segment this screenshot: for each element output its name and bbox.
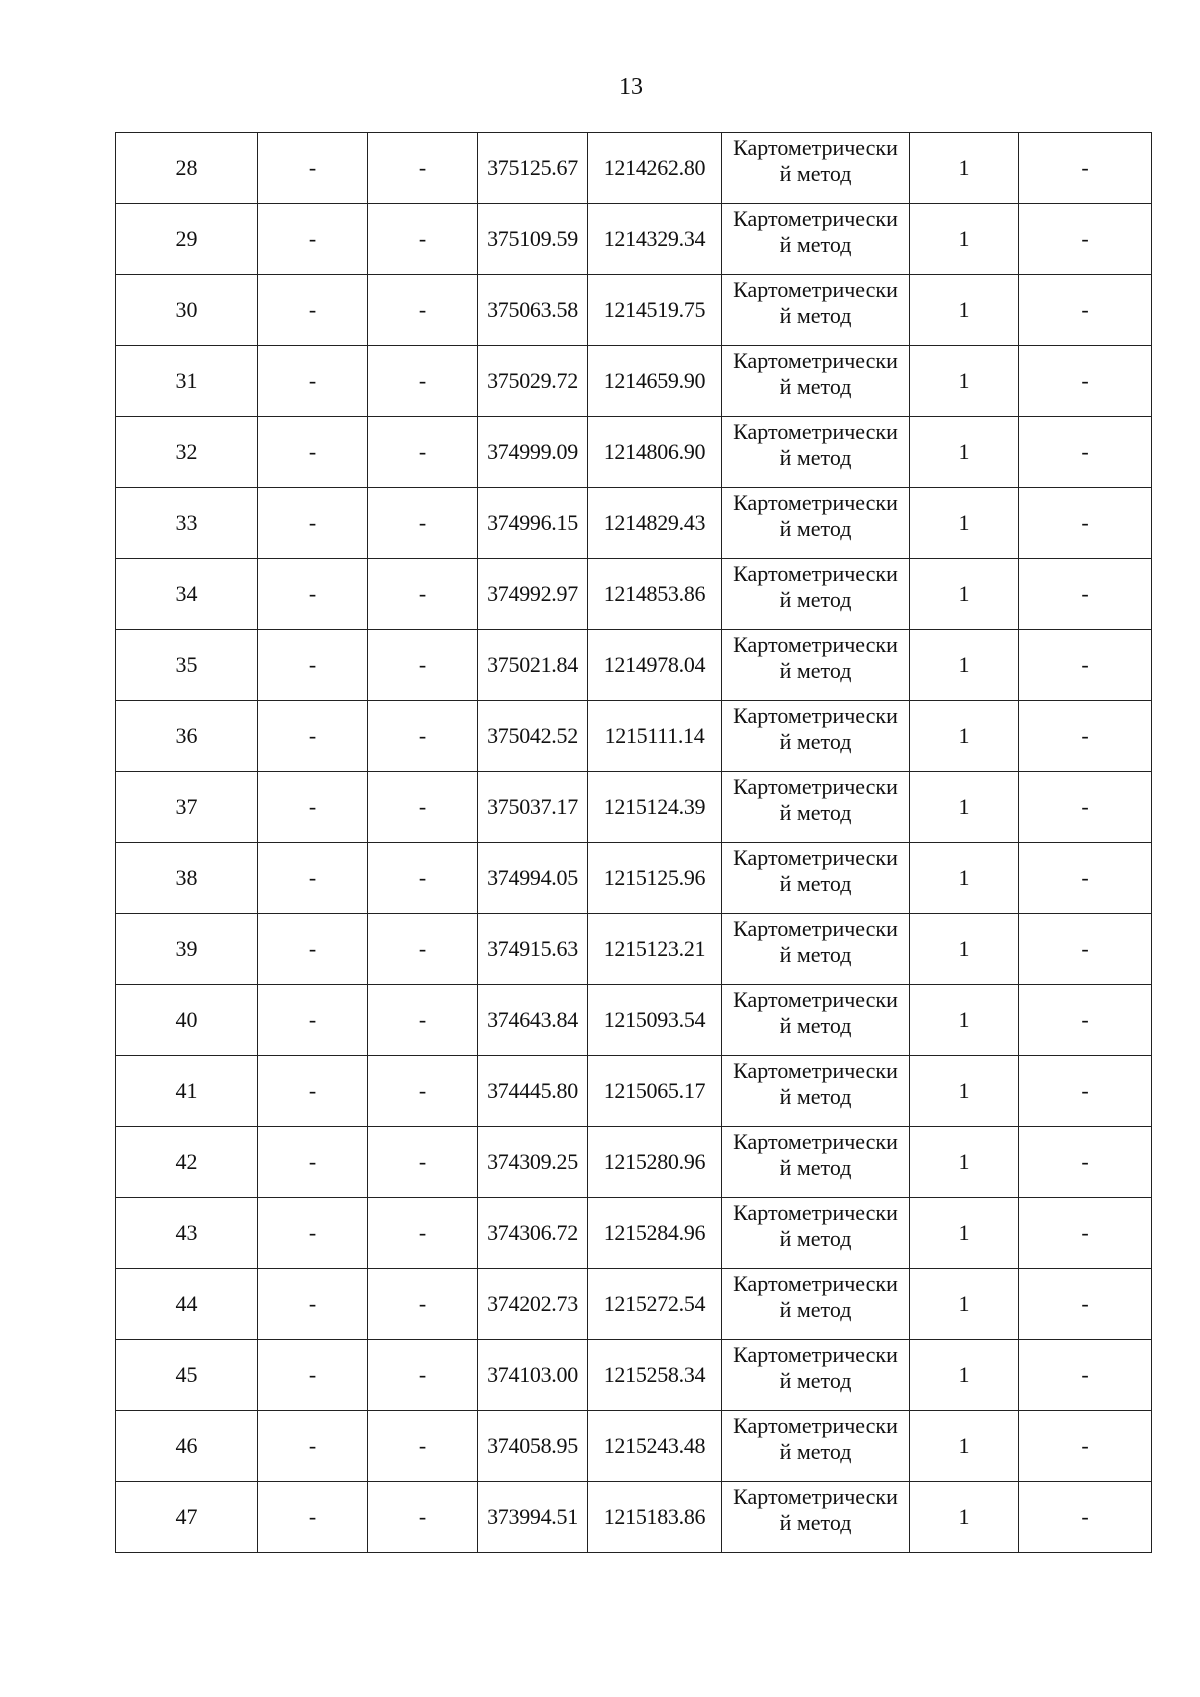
accuracy-cell: 1 (910, 1269, 1019, 1340)
column-2-cell: - (258, 843, 368, 914)
method-cell (722, 985, 910, 1056)
last-column-cell: - (1019, 772, 1152, 843)
accuracy-cell: 1 (910, 346, 1019, 417)
method-text-line-1: Картометрически (733, 206, 898, 231)
method-text-line-2: й метод (779, 1226, 852, 1251)
method-cell (722, 559, 910, 630)
column-2-cell: - (258, 985, 368, 1056)
x-coordinate-cell: 374996.15 (478, 488, 588, 559)
last-column-cell: - (1019, 488, 1152, 559)
table-row (116, 488, 1152, 559)
y-coordinate-cell: 1214806.90 (588, 417, 722, 488)
table-row (116, 1482, 1152, 1553)
x-coordinate-cell: 374058.95 (478, 1411, 588, 1482)
last-column-cell: - (1019, 1056, 1152, 1127)
point-number-cell: 31 (116, 346, 258, 417)
table-row (116, 843, 1152, 914)
accuracy-cell: 1 (910, 559, 1019, 630)
column-3-cell: - (368, 275, 478, 346)
point-number-cell: 34 (116, 559, 258, 630)
column-2-cell: - (258, 630, 368, 701)
method-cell (722, 1482, 910, 1553)
table-row (116, 985, 1152, 1056)
method-cell (722, 204, 910, 275)
accuracy-cell: 1 (910, 1056, 1019, 1127)
y-coordinate-cell: 1215124.39 (588, 772, 722, 843)
accuracy-cell: 1 (910, 133, 1019, 204)
x-coordinate-cell: 375109.59 (478, 204, 588, 275)
method-text-line-1: Картометрически (733, 135, 898, 160)
method-cell (722, 1340, 910, 1411)
column-3-cell: - (368, 559, 478, 630)
column-2-cell: - (258, 1127, 368, 1198)
table-row (116, 133, 1152, 204)
method-text-line-1: Картометрически (733, 845, 898, 870)
column-3-cell: - (368, 1340, 478, 1411)
column-3-cell: - (368, 843, 478, 914)
page-number: 13 (619, 74, 643, 100)
method-text-line-2: й метод (779, 800, 852, 825)
y-coordinate-cell: 1215123.21 (588, 914, 722, 985)
table-row (116, 1340, 1152, 1411)
y-coordinate-cell: 1215111.14 (588, 701, 722, 772)
y-coordinate-cell: 1215125.96 (588, 843, 722, 914)
method-text-line-2: й метод (779, 729, 852, 754)
coordinates-table-body (116, 133, 1152, 1553)
point-number-cell: 32 (116, 417, 258, 488)
method-text-line-2: й метод (779, 374, 852, 399)
last-column-cell: - (1019, 417, 1152, 488)
method-text-line-2: й метод (779, 1510, 852, 1535)
method-text-line-2: й метод (779, 1297, 852, 1322)
accuracy-cell: 1 (910, 914, 1019, 985)
last-column-cell: - (1019, 985, 1152, 1056)
point-number-cell: 29 (116, 204, 258, 275)
method-text-line-2: й метод (779, 445, 852, 470)
method-text-line-1: Картометрически (733, 1413, 898, 1438)
point-number-cell: 33 (116, 488, 258, 559)
method-cell (722, 1198, 910, 1269)
method-text-line-2: й метод (779, 161, 852, 186)
column-2-cell: - (258, 1482, 368, 1553)
y-coordinate-cell: 1215065.17 (588, 1056, 722, 1127)
method-text-line-2: й метод (779, 871, 852, 896)
table-row (116, 1127, 1152, 1198)
method-cell (722, 1269, 910, 1340)
last-column-cell: - (1019, 1269, 1152, 1340)
x-coordinate-cell: 374103.00 (478, 1340, 588, 1411)
table-row (116, 204, 1152, 275)
method-cell (722, 843, 910, 914)
method-cell (722, 417, 910, 488)
point-number-cell: 40 (116, 985, 258, 1056)
point-number-cell: 42 (116, 1127, 258, 1198)
method-text-line-1: Картометрически (733, 419, 898, 444)
last-column-cell: - (1019, 1127, 1152, 1198)
last-column-cell: - (1019, 1340, 1152, 1411)
column-3-cell: - (368, 346, 478, 417)
column-3-cell: - (368, 204, 478, 275)
method-text-line-1: Картометрически (733, 1058, 898, 1083)
column-2-cell: - (258, 204, 368, 275)
point-number-cell: 43 (116, 1198, 258, 1269)
last-column-cell: - (1019, 1482, 1152, 1553)
method-text-line-1: Картометрически (733, 1129, 898, 1154)
last-column-cell: - (1019, 914, 1152, 985)
method-text-line-2: й метод (779, 516, 852, 541)
last-column-cell: - (1019, 701, 1152, 772)
last-column-cell: - (1019, 275, 1152, 346)
x-coordinate-cell: 373994.51 (478, 1482, 588, 1553)
x-coordinate-cell: 375021.84 (478, 630, 588, 701)
column-3-cell: - (368, 488, 478, 559)
y-coordinate-cell: 1215272.54 (588, 1269, 722, 1340)
method-text-line-1: Картометрически (733, 703, 898, 728)
y-coordinate-cell: 1215258.34 (588, 1340, 722, 1411)
column-2-cell: - (258, 1411, 368, 1482)
method-cell (722, 133, 910, 204)
x-coordinate-cell: 375042.52 (478, 701, 588, 772)
column-3-cell: - (368, 630, 478, 701)
column-3-cell: - (368, 417, 478, 488)
x-coordinate-cell: 374999.09 (478, 417, 588, 488)
point-number-cell: 41 (116, 1056, 258, 1127)
method-text-line-2: й метод (779, 1084, 852, 1109)
table-row (116, 914, 1152, 985)
column-2-cell: - (258, 133, 368, 204)
column-3-cell: - (368, 772, 478, 843)
column-3-cell: - (368, 1127, 478, 1198)
method-text-line-1: Картометрически (733, 987, 898, 1012)
column-2-cell: - (258, 772, 368, 843)
x-coordinate-cell: 374202.73 (478, 1269, 588, 1340)
x-coordinate-cell: 375037.17 (478, 772, 588, 843)
column-2-cell: - (258, 488, 368, 559)
method-text-line-1: Картометрически (733, 348, 898, 373)
x-coordinate-cell: 374309.25 (478, 1127, 588, 1198)
last-column-cell: - (1019, 346, 1152, 417)
accuracy-cell: 1 (910, 204, 1019, 275)
point-number-cell: 30 (116, 275, 258, 346)
last-column-cell: - (1019, 843, 1152, 914)
y-coordinate-cell: 1214978.04 (588, 630, 722, 701)
column-3-cell: - (368, 1411, 478, 1482)
accuracy-cell: 1 (910, 772, 1019, 843)
x-coordinate-cell: 374992.97 (478, 559, 588, 630)
column-2-cell: - (258, 275, 368, 346)
y-coordinate-cell: 1214853.86 (588, 559, 722, 630)
accuracy-cell: 1 (910, 1340, 1019, 1411)
column-3-cell: - (368, 985, 478, 1056)
method-text-line-1: Картометрически (733, 774, 898, 799)
table-row (116, 559, 1152, 630)
point-number-cell: 37 (116, 772, 258, 843)
coordinates-table (115, 132, 1152, 1553)
point-number-cell: 44 (116, 1269, 258, 1340)
method-text-line-2: й метод (779, 303, 852, 328)
y-coordinate-cell: 1214829.43 (588, 488, 722, 559)
x-coordinate-cell: 374643.84 (478, 985, 588, 1056)
method-text-line-2: й метод (779, 942, 852, 967)
column-2-cell: - (258, 701, 368, 772)
column-3-cell: - (368, 1198, 478, 1269)
last-column-cell: - (1019, 204, 1152, 275)
y-coordinate-cell: 1214519.75 (588, 275, 722, 346)
method-text-line-1: Картометрически (733, 1271, 898, 1296)
y-coordinate-cell: 1214329.34 (588, 204, 722, 275)
column-2-cell: - (258, 346, 368, 417)
method-cell (722, 630, 910, 701)
method-cell (722, 1411, 910, 1482)
column-2-cell: - (258, 1056, 368, 1127)
accuracy-cell: 1 (910, 488, 1019, 559)
column-3-cell: - (368, 701, 478, 772)
x-coordinate-cell: 375063.58 (478, 275, 588, 346)
method-text-line-2: й метод (779, 1013, 852, 1038)
accuracy-cell: 1 (910, 843, 1019, 914)
y-coordinate-cell: 1215183.86 (588, 1482, 722, 1553)
column-3-cell: - (368, 1056, 478, 1127)
last-column-cell: - (1019, 1411, 1152, 1482)
point-number-cell: 36 (116, 701, 258, 772)
method-text-line-1: Картометрически (733, 916, 898, 941)
x-coordinate-cell: 375029.72 (478, 346, 588, 417)
method-text-line-1: Картометрически (733, 490, 898, 515)
method-cell (722, 488, 910, 559)
accuracy-cell: 1 (910, 1411, 1019, 1482)
method-cell (722, 701, 910, 772)
method-text-line-2: й метод (779, 587, 852, 612)
table-row (116, 346, 1152, 417)
method-cell (722, 275, 910, 346)
point-number-cell: 47 (116, 1482, 258, 1553)
method-text-line-1: Картометрически (733, 561, 898, 586)
method-text-line-2: й метод (779, 232, 852, 257)
table-row (116, 1411, 1152, 1482)
accuracy-cell: 1 (910, 630, 1019, 701)
column-3-cell: - (368, 1482, 478, 1553)
method-text-line-2: й метод (779, 1368, 852, 1393)
last-column-cell: - (1019, 133, 1152, 204)
accuracy-cell: 1 (910, 985, 1019, 1056)
point-number-cell: 45 (116, 1340, 258, 1411)
column-3-cell: - (368, 133, 478, 204)
table-row (116, 275, 1152, 346)
coordinates-table-wrapper (115, 132, 1152, 1553)
method-cell (722, 772, 910, 843)
method-cell (722, 1056, 910, 1127)
y-coordinate-cell: 1214262.80 (588, 133, 722, 204)
column-3-cell: - (368, 914, 478, 985)
accuracy-cell: 1 (910, 1127, 1019, 1198)
last-column-cell: - (1019, 1198, 1152, 1269)
x-coordinate-cell: 374915.63 (478, 914, 588, 985)
method-cell (722, 346, 910, 417)
method-text-line-2: й метод (779, 1155, 852, 1180)
table-row (116, 772, 1152, 843)
method-text-line-1: Картометрически (733, 1342, 898, 1367)
accuracy-cell: 1 (910, 275, 1019, 346)
last-column-cell: - (1019, 559, 1152, 630)
table-row (116, 701, 1152, 772)
table-row (116, 417, 1152, 488)
table-row (116, 630, 1152, 701)
point-number-cell: 28 (116, 133, 258, 204)
column-2-cell: - (258, 559, 368, 630)
column-3-cell: - (368, 1269, 478, 1340)
y-coordinate-cell: 1215243.48 (588, 1411, 722, 1482)
y-coordinate-cell: 1215280.96 (588, 1127, 722, 1198)
table-row (116, 1056, 1152, 1127)
method-text-line-1: Картометрически (733, 1484, 898, 1509)
x-coordinate-cell: 374445.80 (478, 1056, 588, 1127)
table-row (116, 1198, 1152, 1269)
accuracy-cell: 1 (910, 1482, 1019, 1553)
method-text-line-1: Картометрически (733, 1200, 898, 1225)
y-coordinate-cell: 1215093.54 (588, 985, 722, 1056)
y-coordinate-cell: 1215284.96 (588, 1198, 722, 1269)
method-text-line-2: й метод (779, 1439, 852, 1464)
x-coordinate-cell: 374994.05 (478, 843, 588, 914)
column-2-cell: - (258, 417, 368, 488)
method-text-line-2: й метод (779, 658, 852, 683)
point-number-cell: 39 (116, 914, 258, 985)
method-text-line-1: Картометрически (733, 632, 898, 657)
method-cell (722, 914, 910, 985)
point-number-cell: 35 (116, 630, 258, 701)
column-2-cell: - (258, 1198, 368, 1269)
method-cell (722, 1127, 910, 1198)
point-number-cell: 46 (116, 1411, 258, 1482)
column-2-cell: - (258, 1269, 368, 1340)
x-coordinate-cell: 374306.72 (478, 1198, 588, 1269)
table-row (116, 1269, 1152, 1340)
accuracy-cell: 1 (910, 701, 1019, 772)
accuracy-cell: 1 (910, 1198, 1019, 1269)
method-text-line-1: Картометрически (733, 277, 898, 302)
last-column-cell: - (1019, 630, 1152, 701)
y-coordinate-cell: 1214659.90 (588, 346, 722, 417)
column-2-cell: - (258, 1340, 368, 1411)
accuracy-cell: 1 (910, 417, 1019, 488)
x-coordinate-cell: 375125.67 (478, 133, 588, 204)
point-number-cell: 38 (116, 843, 258, 914)
column-2-cell: - (258, 914, 368, 985)
